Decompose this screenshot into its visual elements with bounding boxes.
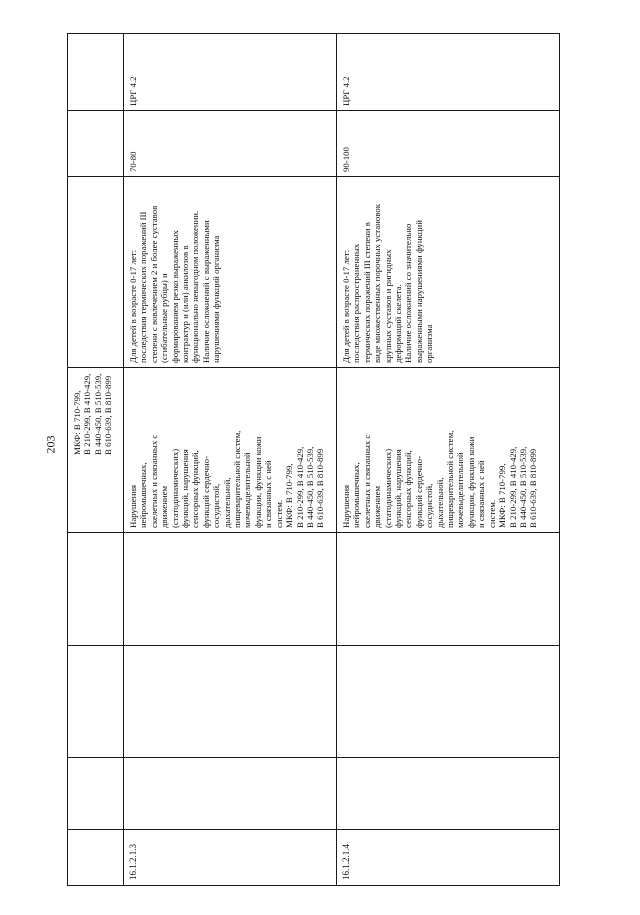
row-divider-2 [336, 33, 337, 886]
row-2-description: Для детей в возрасте 0-17 лет: последствия распространенных термических поражений III степени в виде множественных порочных установок крупных суставов и ригидных деформаций скелета. Наличие осложнений со значительно выраженными нарушениями функций организма [341, 203, 435, 363]
top-row-icd-codes: МКФ: B 710-799, B 210-299, B 410-429, B 440-450, B 510-539, B 610-639, B 810-899 [72, 373, 114, 455]
column-divider-6 [67, 757, 559, 758]
row-divider-1 [123, 33, 124, 886]
row-1-description: Для детей в возрасте 0-17 лет: последствия термических поражений III степени с вовлечением 2 и более суставов (сгибательные рубцы) и формированием резко выраженных контрактур и (или) анкилозов в функционально невыгодном положении. Наличие осложнений с выраженными нарушениями функций организма [128, 205, 222, 363]
column-divider-7 [67, 829, 559, 830]
row-1-code: 16.1.2.1.3 [128, 844, 138, 880]
column-divider-1 [67, 110, 559, 111]
column-divider-4 [67, 532, 559, 533]
table-line-right [559, 33, 560, 886]
row-1-percent: 70-80 [128, 151, 138, 172]
row-2-code: 16.1.2.1.4 [341, 844, 351, 880]
table-line-bottom [67, 885, 559, 886]
page-number: 203 [43, 435, 58, 454]
row-2-group: ЦРГ 4.2 [341, 76, 351, 106]
table-line-top [67, 33, 559, 34]
row-2-functions: Нарушения нейромышечных, скелетных и связанных с движением (статодинамических) функций, нарушения сенсорных функций, функций сердечно- сосудистой, дыхательной, пищеварительной систем, мочевыделительной функции, функции кожи и связанных с ней систем. МКФ: B 710-799, B 210-299, B 410-429, B 440-450, B 510-539, B 610-639, B 810-899 [341, 430, 539, 528]
column-divider-2 [67, 176, 559, 177]
row-1-group: ЦРГ 4.2 [128, 76, 138, 106]
column-divider-5 [67, 645, 559, 646]
row-1-functions: Нарушения нейромышечных, скелетных и связанных с движением (статодинамических) функций, нарушения сенсорных функций, функций сердечно- сосудистой, дыхательной, пищеварительной систем, мочевыделительной функции, функции кожи и связанных с ней систем. МКФ: B 710-799, B 210-299, B 410-429, B 440-450, B 510-539, B 610-639, B 810-899 [128, 430, 326, 528]
row-2-percent: 90-100 [341, 147, 351, 172]
table-line-left [67, 33, 68, 886]
